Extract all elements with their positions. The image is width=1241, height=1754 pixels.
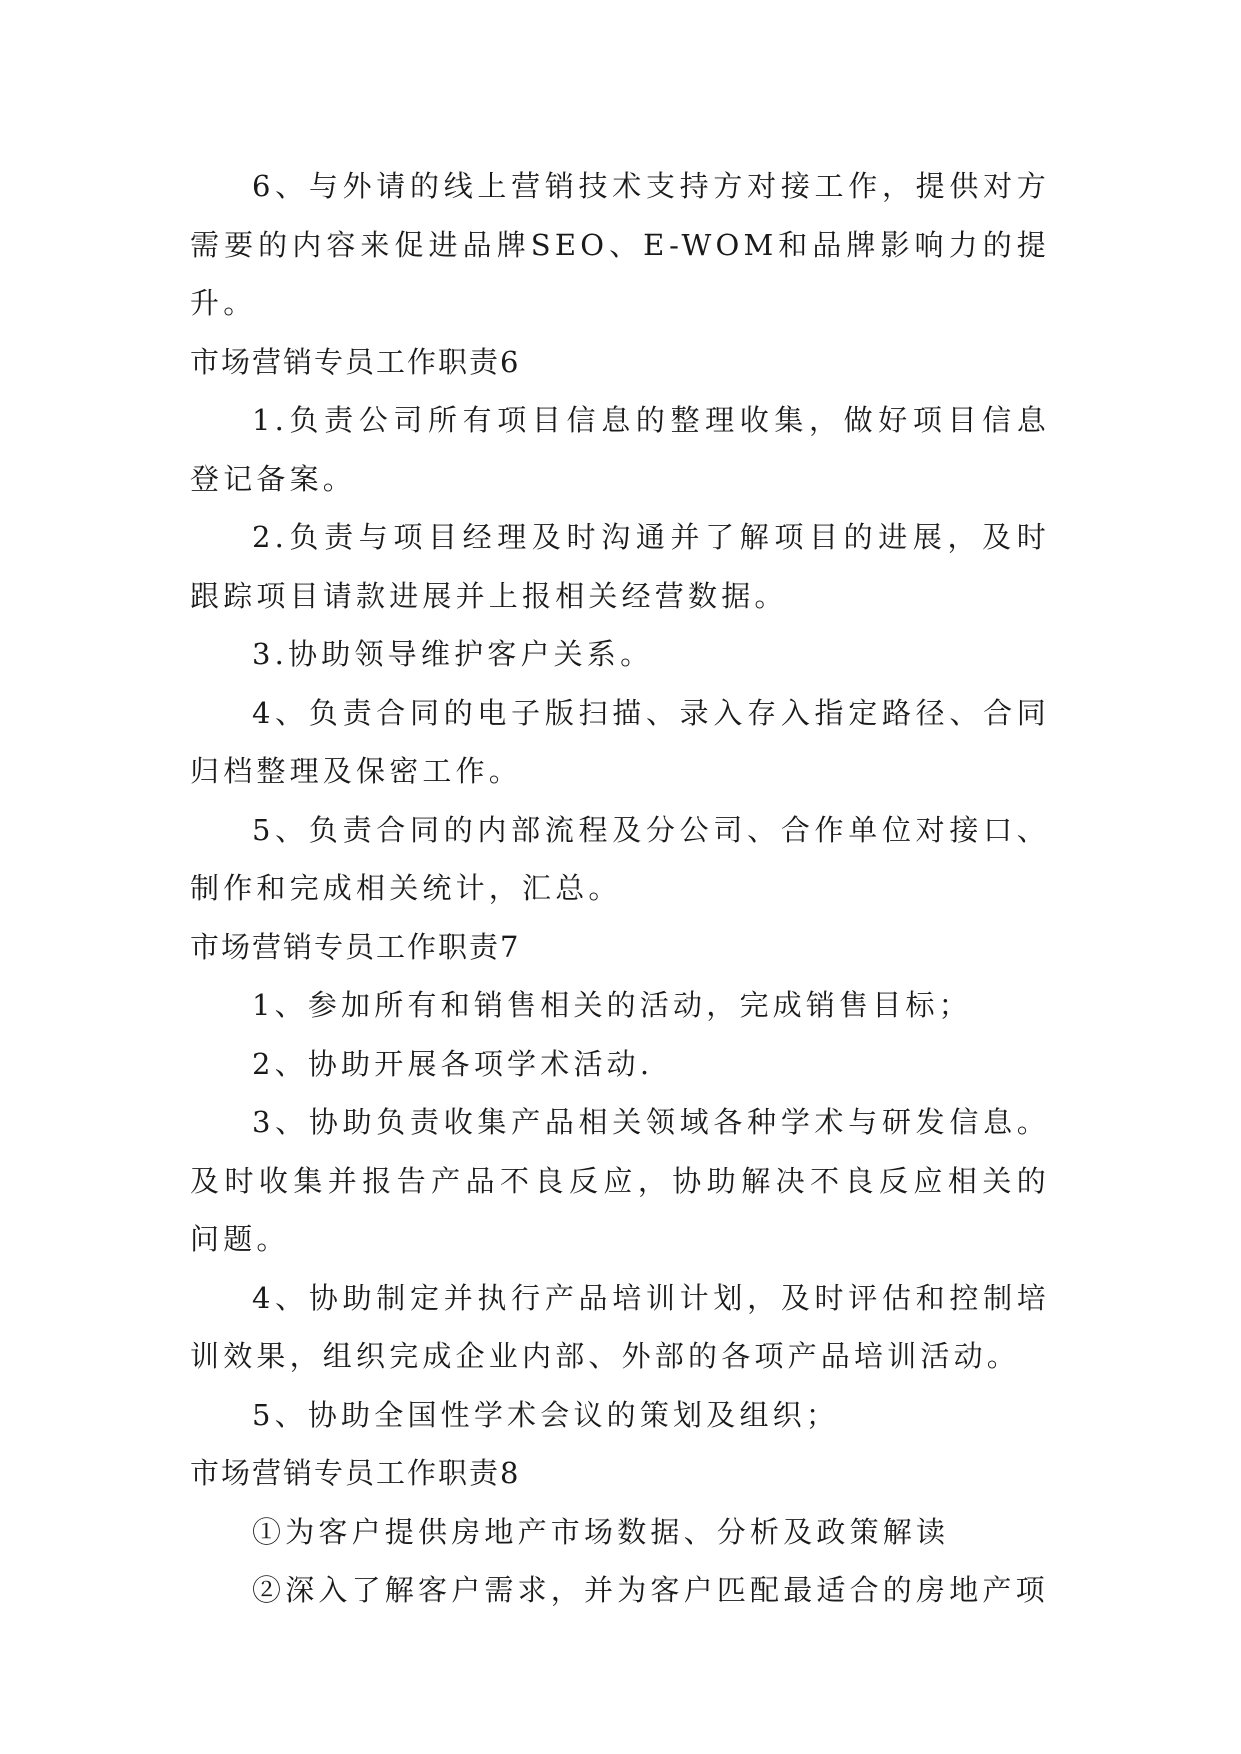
section-heading-8: 市场营销专员工作职责8 [190, 1456, 521, 1490]
paragraph-item-7-4: 4、协助制定并执行产品培训计划，及时评估和控制培训效果，组织完成企业内部、外部的各项产品培训活动。 [190, 1280, 1050, 1373]
document-body [190, 157, 1050, 1620]
paragraph-item-6-1: 1.负责公司所有项目信息的整理收集，做好项目信息登记备案。 [190, 403, 1050, 496]
paragraph-item-6-3: 3.协助领导维护客户关系。 [252, 637, 654, 671]
paragraph-item-6-4: 4、负责合同的电子版扫描、录入存入指定路径、合同归档整理及保密工作。 [190, 695, 1050, 788]
paragraph-item-6-2: 2.负责与项目经理及时沟通并了解项目的进展，及时跟踪项目请款进展并上报相关经营数据。 [190, 520, 1050, 613]
paragraph-item-7-3: 3、协助负责收集产品相关领域各种学术与研发信息。及时收集并报告产品不良反应，协助解决不良反应相关的问题。 [190, 1105, 1050, 1256]
section-heading-7: 市场营销专员工作职责7 [190, 929, 521, 964]
paragraph-item-7-1: 1、参加所有和销售相关的活动，完成销售目标； [252, 988, 972, 1022]
section-heading-6: 市场营销专员工作职责6 [190, 344, 521, 379]
paragraph-item-8-1: ①为客户提供房地产市场数据、分析及政策解读 [252, 1514, 950, 1549]
paragraph-item-7-2: 2、协助开展各项学术活动. [252, 1046, 654, 1081]
paragraph-item-6-5: 5、负责合同的内部流程及分公司、合作单位对接口、制作和完成相关统计，汇总。 [190, 812, 1050, 905]
paragraph-item-7-5: 5、协助全国性学术会议的策划及组织； [252, 1397, 840, 1432]
paragraph-item-8-2: ②深入了解客户需求，并为客户匹配最适合的房地产项 [252, 1573, 1049, 1607]
paragraph-item-6: 6、与外请的线上营销技术支持方对接工作，提供对方需要的内容来促进品牌SEO、E-WOM和品牌影响力的提升。 [190, 169, 1050, 320]
